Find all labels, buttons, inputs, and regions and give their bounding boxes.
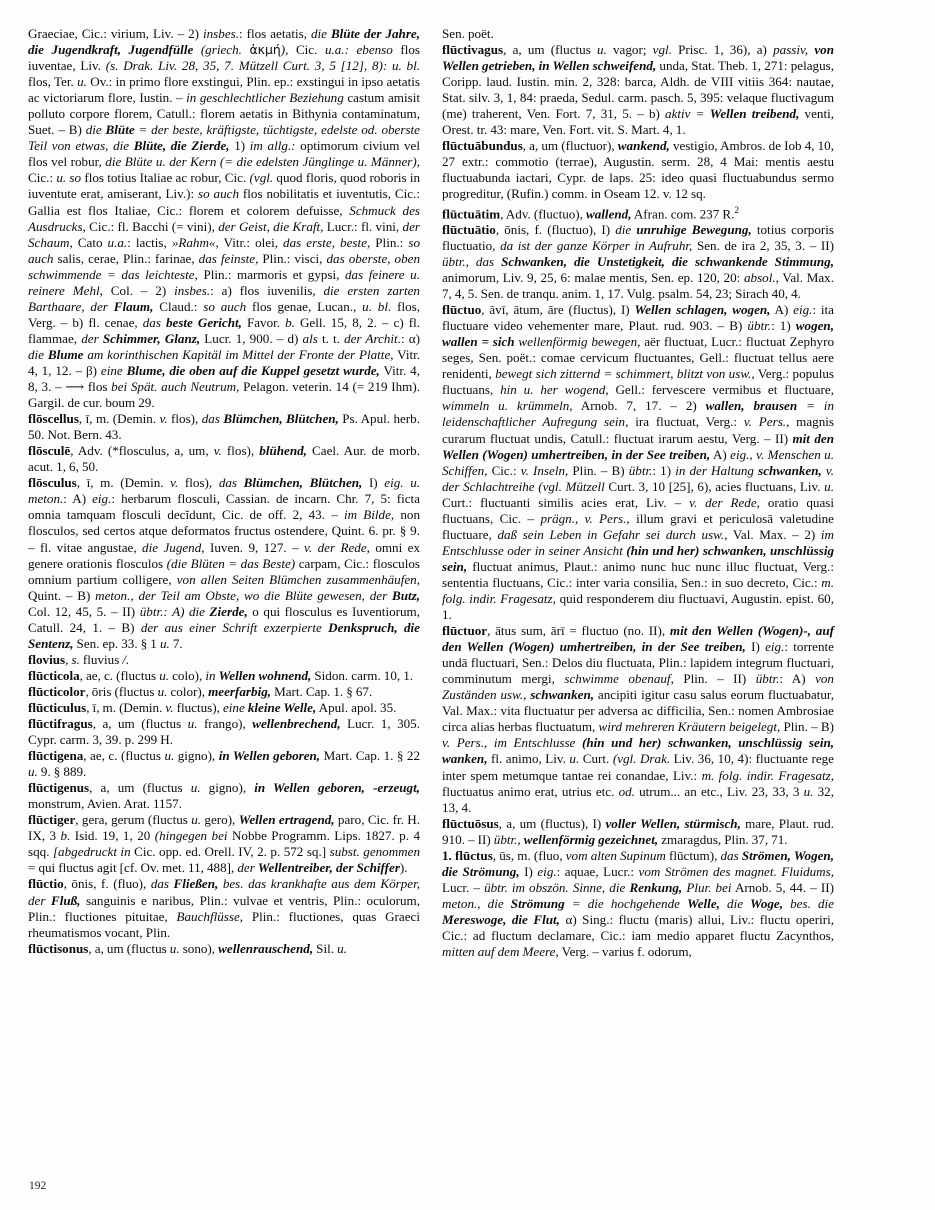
dictionary-entry: flūctuātim, Adv. (fluctuo), wallend, Afran. com. 237 R.$^2$ [442,205,740,221]
dictionary-entry: flūctifragus, a, um (fluctus u. frango), wellenbrechend, Lucr. 1, 305. Cypr. carm. 3, 39. p. 299 H. [28,716,420,748]
dictionary-entry: flūctivagus, a, um (fluctus u. vagor; vgl. Prisc. 1, 36), a) passiv, von Wellen getrieben, in Wellen schweifend, unda, Stat. Theb. 1, 271: pelagus, Coripp. laud. Iustin. min. 2, 328: barca, Aldh. de VIII vitiis 364: nautae, Stat. silv. 3, 1, 84: praeda, Sedul. carm. pasch. 5, 395: velaque fluctivagum (me) traherent, Ven. Fort. 7, 31, 5. – b) aktiv = Wellen treibend, venti, Orest. tr. 43: mare, Ven. Fort. vit. S. Mart. 4, 1. [442,42,834,138]
dictionary-entry: flūctuor, ātus sum, ārī = fluctuo (no. II), mit den Wellen (Wogen)-, auf den Wellen (Wogen) umhertreiben, in der See treiben, I) eig.: torrente undā fluctuari, Sen.: Delos diu fluctuata, Plin.: lapidem integrum fluctuari, comminutum mergi, schwimme obenauf, Plin. – II) übtr.: A) von Zuständen usw., schwanken, ancipiti igitur casu salus eorum fluctuabatur, Val. Max.: vita fluctuatur per adversa ac difficilia, Sen.: nomen Ambrosiae circa alias herbas fluctuatum, wird mehreren Kräutern beigelegt, Plin. – B) v. Pers., im Entschlusse (hin und her) schwanken, unschlüssig sein, wanken, fl. animo, Liv. u. Curt. (vgl. Drak. Liv. 36, 10, 4): fluctuante rege inter spem metumque tantae rei conandae, Liv.: m. folg. indir. Fragesatz, fluctuatus animo erat, utrius etc. od. utrum... an etc., Liv. 23, 33, 3 u. 32, 13, 4. [442,623,835,815]
dictionary-entry: 1. flūctus, ūs, m. (fluo, vom alten Supinum flūctum), das Strömen, Wogen, die Strömung, I) eig.: aquae, Lucr.: vom Strömen des magnet. Fluidums, Lucr. – übtr. im obszön. Sinne, die Renkung, Plur. bei Arnob. 5, 44. – II) meton., die Strömung = die hochgehende Welle, die Woge, bes. die Mereswoge, die Flut, α) Sing.: fluctu (maris) allui, Liv.: fluctu operiri, Cic.: ad fluctum declamare, Cic.: iam medio apparet fluctu Zacynthos, mitten auf dem Meere, Verg. – varius f. odorum, [442,847,835,960]
dictionary-entry: flūctigena, ae, c. (fluctus u. gigno), in Wellen geboren, Mart. Cap. 1. § 22 u. 9. § 889. [28,748,421,780]
page-number: 192 [29,1180,47,1192]
dictionary-entry: flūcticolor, ōris (fluctus u. color), meerfarbig, Mart. Cap. 1. § 67. [28,683,373,699]
dictionary-entry: Sen. poët. [442,26,494,41]
dictionary-entry: flūctuōsus, a, um (fluctus), I) voller Wellen, stürmisch, mare, Plaut. rud. 910. – II) übtr., wellenförmig gezeichnet, zmaragdus, Plin. 37, 71. [442,815,834,847]
dictionary-entry: flōsculus, ī, m. (Demin. v. flos), das Blümchen, Blütchen, I) eig. u. meton.: A) eig.: herbarum flosculi, Cassian. de incarn. Chr. 7, 5: ficta omnia tamquam flosculi decĭdunt, Cic. de off. 2, 43. – im Bilde, non flosculos, sed certos atque deformatos fructus ostendere, Quint. 6. pr. § 9. – fl. vitae angustae, die Jugend, Iuven. 9, 127. – v. der Rede, omni ex genere orationis flosculos (die Blüten = das Beste) carpam, Cic.: flosculos omnium partium colligere, von allen Seiten Blümchen zusammenhäufen, Quint. – B) meton., der Teil am Obste, wo die Blüte gewesen, der Butz, Col. 12, 45, 5. – II) übtr.: A) die Zierde, o qui flosculus es Iuventiorum, Catull. 24, 1. – B) der aus einer Schrift exzerpierte Denkspruch, die Sentenz, Sen. ep. 33. § 1 u. 7. [28,475,421,651]
dictionary-entry: flovius, s. fluvius /. [28,651,130,667]
dictionary-entry: flūctuo, āvī, ātum, āre (fluctus), I) Wellen schlagen, wogen, A) eig.: ita fluctuare video vehementer mare, Plaut. rud. 903. – B) übtr.: 1) wogen, wallen = sich wellenförmig bewegen, aër fluctuat, Lucr.: fluctuat Zephyro seges, Sen. poët.: comae cervicum fluctuantes, Gell.: fluctuat tellus aere renidenti, bewegt sich zitternd = schimmert, blitzt von usw., Verg.: populus fluctuans, hin u. her wogend, Gell.: fervescere vermibus et fluctuare, wimmeln u. krümmeln, Arnob. 7, 17. – 2) wallen, brausen = in leidenschaftlicher Aufregung sein, ira fluctuat, Verg.: v. Pers., magnis curarum fluctuat undis, Catull.: fluctuat irarum aestu, Verg. – II) mit den Wellen (Wogen) umhertreiben, in der See treiben, A) eig., v. Menschen u. Schiffen, Cic.: v. Inseln, Plin. – B) übtr.: 1) in der Haltung schwanken, v. der Schlachtreihe (vgl. Mützell Curt. 3, 10 [25], 6), acies fluctuans, Liv. u. Curt.: fluctuanti similis acies erat, Liv. – v. der Rede, oratio quasi fluctuans, Cic. – prägn., v. Pers., illum gravi et periculosā valetudine fluctuare, daß sein Leben in Gefahr sei durch usw., Val. Max. – 2) im Entschlusse oder in seiner Ansicht (hin und her) schwanken, unschlüssig sein, fluctuat animus, Plaut.: animo nunc huc nunc illuc fluctuat, Verg.: sententia fluctuans, Cic.: inter varia consilia, Sen.: in suo decreto, Cic.: m. folg. indir. Fragesatz, quid responderem diu fluctuavi, Augustin. epist. 60, 1. [442,302,835,623]
left-text-column [28,26,420,1166]
dictionary-entry: flūctigenus, a, um (fluctus u. gigno), in Wellen geboren, -erzeugt, monstrum, Avien. Arat. 1157. [28,780,420,812]
dictionary-entry: flūcticola, ae, c. (fluctus u. colo), in Wellen wohnend, Sidon. carm. 10, 1. [28,667,414,683]
dictionary-entry: flūctisonus, a, um (fluctus u. sono), wellenrauschend, Sil. u. [28,940,347,956]
dictionary-entry: flūctiger, gera, gerum (fluctus u. gero), Wellen ertragend, paro, Cic. fr. H. IX, 3 b. Isid. 19, 1, 20 (hingegen bei Nobbe Programm. Lips. 1827. p. 4 sqq. [abgedruckt in Cic. opp. ed. Orell. IV, 2. p. 572 sq.] subst. genommen = qui fluctus agit [cf. Ov. met. 11, 488], der Wellentreiber, der Schiffer). [28,812,421,876]
dictionary-entry: Graeciae, Cic.: virium, Liv. – 2) insbes.: flos aetatis, die Blüte der Jahre, die Jugendkraft, Jugendfülle (griech. ἀκμή), Cic. u.a.: ebenso flos iuventae, Liv. (s. Drak. Liv. 28, 35, 7. Mützell Curt. 3, 5 [12], 8): u. bl. flos, Ter. u. Ov.: in primo flore exstingui, Plin. ep.: exstingui in ipso aetatis ac victoriarum flore, Iustin. – in geschlechtlicher Beziehung castum amisit polluto corpore florem, Catull.: florem aetatis in Bithynia contaminatum, Suet. – B) die Blüte = der beste, kräftigste, tüchtigste, edelste od. oberste Teil von etwas, die Blüte, die Zierde, 1) im allg.: optimorum civium vel flos vel robur, die Blüte u. der Kern (= die edelsten Jünglinge u. Männer), Cic.: u. so flos totius Italiae ac robur, Cic. (vgl. quod floris, quod roboris in iuventute erat, amiserant, Liv.): so auch flos nobilitatis et iuventutis, Cic.: Gallia est flos Italiae, Cic.: florem et colorem defuisse, Schmuck des Ausdrucks, Cic.: fl. Bacchi (= vini), der Geist, die Kraft, Lucr.: fl. vini, der Schaum, Cato u.a.: lactis, »Rahm«, Vitr.: olei, das erste, beste, Plin.: so auch salis, cerae, Plin.: farinae, das feinste, Plin.: visci, das oberste, oben schwimmende = das leichteste, Plin.: marmoris et gypsi, das feinere u. reinere Mehl, Col. – 2) insbes.: a) flos iuvenilis, die ersten zarten Barthaare, der Flaum, Claud.: so auch flos genae, Lucan., u. bl. flos, Verg. – b) fl. cenae, das beste Gericht, Favor. b. Gell. 15, 8, 2. – c) fl. flammae, der Schimmer, Glanz, Lucr. 1, 900. – d) als t. t. der Archit.: α) die Blume am korinthischen Kapitäl im Mittel der Fronte der Platte, Vitr. 4, 1, 12. – β) eine Blume, die oben auf die Kuppel gesetzt wurde, Vitr. 4, 8, 3. – ⟶ flos bei Spät. auch Neutrum, Pelagon. veterin. 14 (= 219 Ihm). Gargil. de cur. boum 29. [28,26,421,411]
dictionary-entry: flūctuābundus, a, um (fluctuor), wankend, vestigio, Ambros. de Iob 4, 10, 27 extr.: commotio (terrae), Augustin. serm. 28, 4 Mai: mentis aestu fluctuabunda iactari, Cypr. de laps. 25: ideo quasi fluctuabundus sermo progreditur, (Rufin.) comm. in Oseam 12. v. 12 sq. [442,138,834,202]
dictionary-entry: flōscellus, ī, m. (Demin. v. flos), das Blümchen, Blütchen, Ps. Apul. herb. 50. Not. Bern. 43. [28,411,420,443]
two-column-text-body [28,26,908,1166]
dictionary-entry: flūctuātio, ōnis, f. (fluctuo), I) die unruhige Bewegung, totius corporis fluctuatio, da ist der ganze Körper in Aufruhr, Sen. de ira 2, 35, 3. – II) übtr., das Schwanken, die Unstetigkeit, die schwankende Stimmung, animorum, Liv. 9, 25, 6: malae mentis, Sen. ep. 120, 20: absol., Val. Max. 7, 4, 5. Sen. de tranqu. anim. 1, 17. Vulg. psalm. 54, 23; Sirach 40, 4. [442,221,834,302]
right-text-column [442,26,834,1166]
dictionary-entry: flūcticulus, ī, m. (Demin. v. fluctus), eine kleine Welle, Apul. apol. 35. [28,699,397,715]
dictionary-entry: flōsculē, Adv. (*flosculus, a, um, v. flos), blühend, Cael. Aur. de morb. acut. 1, 6, 50. [28,443,421,475]
dictionary-entry: flūctio, ōnis, f. (fluo), das Fließen, bes. das krankhafte aus dem Körper, der Fluß, sanguinis e naribus, Plin.: vulvae et ventris, Plin.: oculorum, Plin.: fluctiones pituitae, Bauchflüsse, Plin.: fluctiones, quas Graeci rheumatismos vocant, Plin. [28,876,420,940]
